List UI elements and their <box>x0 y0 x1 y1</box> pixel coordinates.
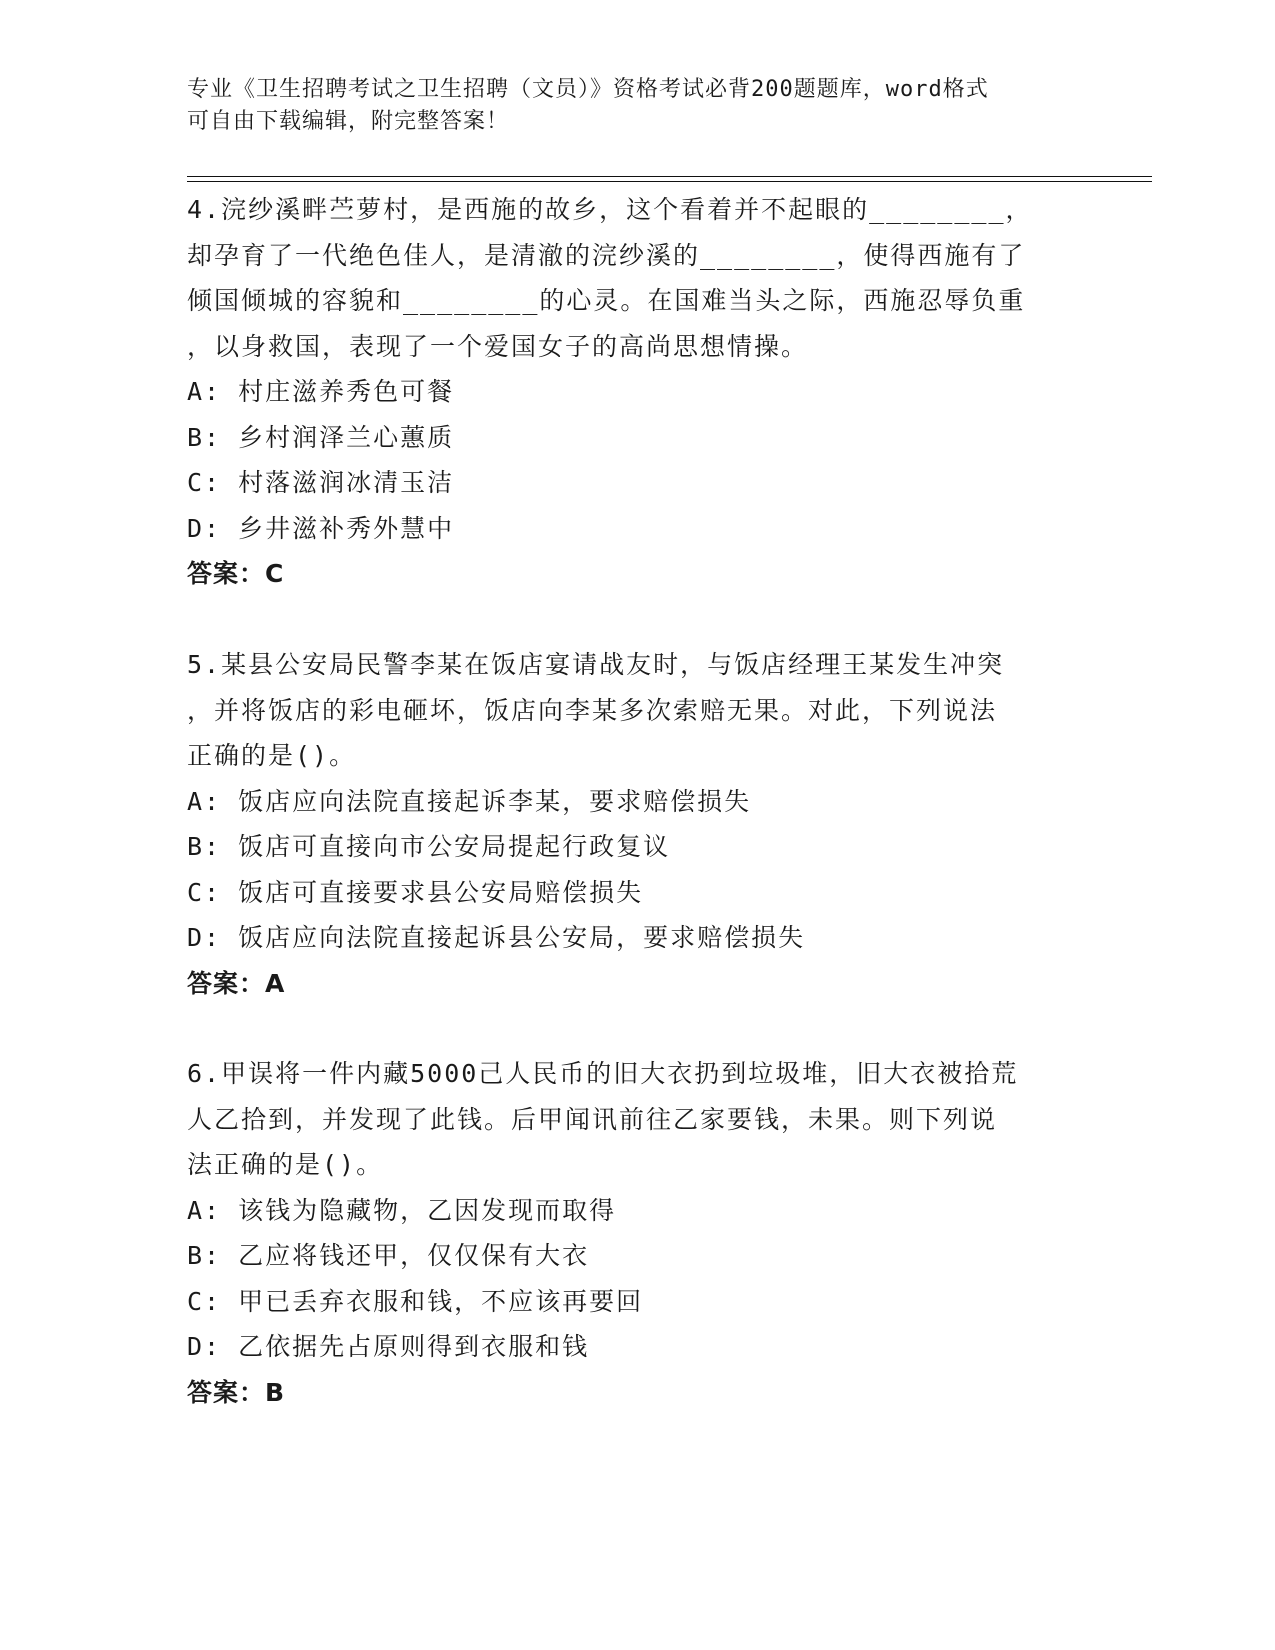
answer-label: 答案：A <box>187 968 286 998</box>
question-stem-line: 6.甲误将一件内藏5000己人民币的旧大衣扔到垃圾堆，旧大衣被拾荒 <box>187 1059 1019 1088</box>
answer-label: 答案：B <box>187 1377 286 1407</box>
option-a: A: 该钱为隐藏物，乙因发现而取得 <box>187 1195 617 1225</box>
question-stem-line: 法正确的是()。 <box>187 1150 384 1179</box>
option-c: C: 饭店可直接要求县公安局赔偿损失 <box>187 877 644 907</box>
question-4 <box>187 187 1067 597</box>
question-stem-line: 5.某县公安局民警李某在饭店宴请战友时，与饭店经理王某发生冲突 <box>187 650 1005 679</box>
option-b: B: 乙应将钱还甲，仅仅保有大衣 <box>187 1241 590 1270</box>
option-d: D: 乡井滋补秀外慧中 <box>187 513 455 543</box>
question-stem-line: 倾国倾城的容貌和________的心灵。在国难当头之际，西施忍辱负重 <box>187 286 1026 315</box>
option-d: D: 饭店应向法院直接起诉县公安局，要求赔偿损失 <box>187 923 806 952</box>
document-header <box>187 74 1067 138</box>
header-divider-bottom <box>187 181 1152 182</box>
option-d: D: 乙依据先占原则得到衣服和钱 <box>187 1332 590 1361</box>
option-c: C: 村落滋润冰清玉洁 <box>187 468 455 497</box>
option-a: A: 饭店应向法院直接起诉李某，要求赔偿损失 <box>187 786 752 816</box>
header-line-2: 可自由下载编辑，附完整答案！ <box>187 109 510 134</box>
question-5 <box>187 642 1067 1006</box>
question-stem-line: 正确的是()。 <box>187 741 357 770</box>
header-line-1: 专业《卫生招聘考试之卫生招聘（文员）》资格考试必背200题题库，word格式 <box>187 77 989 102</box>
question-stem-line: 人乙拾到，并发现了此钱。后甲闻讯前往乙家要钱，未果。则下列说 <box>187 1104 998 1134</box>
answer-label: 答案：C <box>187 559 285 588</box>
question-stem-line: ，以身救国，表现了一个爱国女子的高尚思想情操。 <box>187 331 809 361</box>
question-stem-line: ，并将饭店的彩电砸坏，饭店向李某多次索赔无果。对此，下列说法 <box>187 695 998 725</box>
option-c: C: 甲已丢弃衣服和钱，不应该再要回 <box>187 1286 644 1316</box>
question-stem-line: 4.浣纱溪畔苎萝村，是西施的故乡，这个看着并不起眼的________， <box>187 195 1033 224</box>
option-a: A: 村庄滋养秀色可餐 <box>187 377 455 406</box>
option-b: B: 饭店可直接向市公安局提起行政复议 <box>187 832 671 861</box>
option-b: B: 乡村润泽兰心蕙质 <box>187 422 455 452</box>
question-6 <box>187 1051 1067 1415</box>
question-stem-line: 却孕育了一代绝色佳人，是清澈的浣纱溪的________，使得西施有了 <box>187 240 1026 270</box>
header-divider-top <box>187 176 1152 177</box>
